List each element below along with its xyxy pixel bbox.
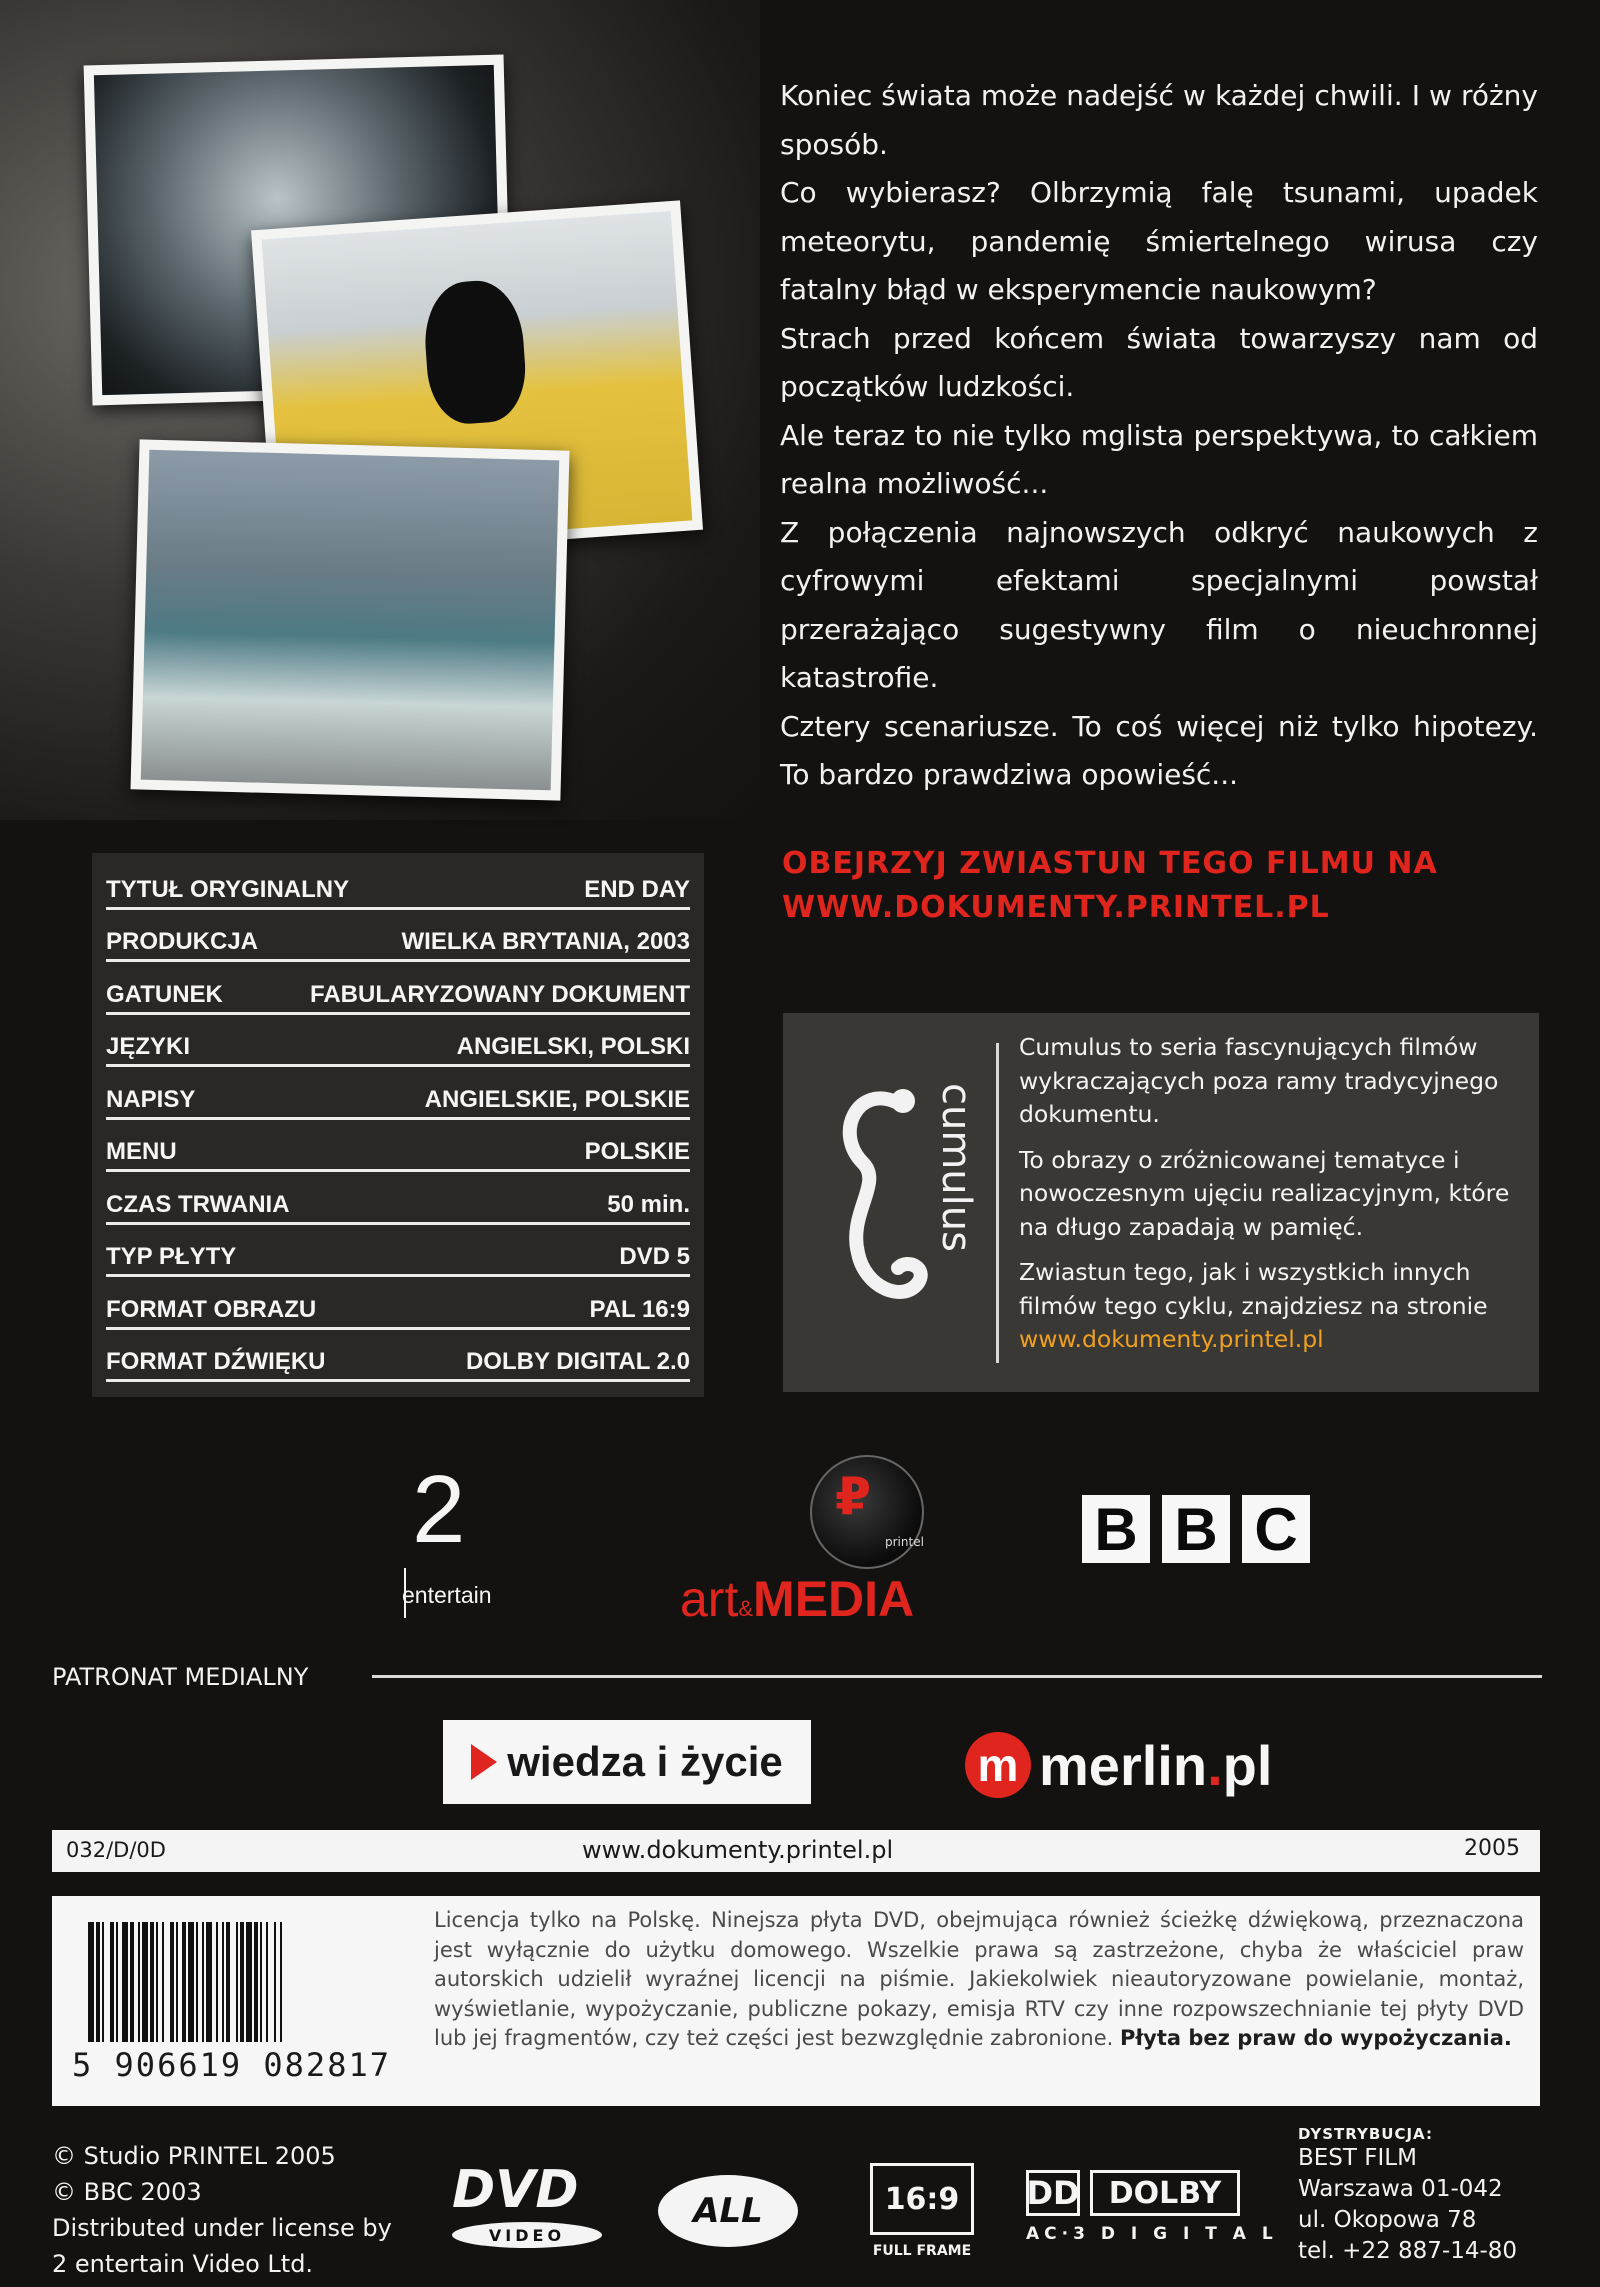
wiedza-i-zycie-logo <box>443 1720 811 1804</box>
info-label: GATUNEK <box>106 980 223 1008</box>
dolby-sub-text: AC·3 D I G I T A L <box>1026 2224 1278 2244</box>
dolby-digital-logo <box>1026 2170 1278 2260</box>
info-value: 50 min. <box>607 1190 690 1218</box>
catalog-year: 2005 <box>1464 1836 1520 1861</box>
bbc-letter: C <box>1242 1495 1310 1563</box>
info-label: MENU <box>106 1138 177 1165</box>
catalog-code: 032/D/0D <box>66 1838 166 1862</box>
distribution-line: tel. +22 887-14-80 <box>1298 2238 1518 2264</box>
printel-glyph-icon: ₽ <box>835 1467 872 1527</box>
info-label: FORMAT OBRAZU <box>106 1295 317 1323</box>
info-value: PAL 16:9 <box>589 1295 690 1323</box>
copyright-line: 2 entertain Video Ltd. <box>52 2250 314 2278</box>
cumulus-paragraph: To obrazy o zróżnicowanej tematyce i nowoczesnym ujęciu realizacyjnym, które na długo zapadają w pamięć. <box>1019 1145 1510 1241</box>
info-label: FORMAT DŹWIĘKU <box>106 1348 326 1375</box>
info-table <box>92 853 704 1397</box>
catalog-url[interactable]: www.dokumenty.printel.pl <box>582 1836 894 1864</box>
2entertain-number: 2 <box>412 1456 466 1563</box>
info-row <box>106 1067 690 1120</box>
dvd-logo-text: DVD <box>452 2160 579 2220</box>
merlin-text: merlin.pl <box>1039 1733 1273 1797</box>
trailer-line: OBEJRZYJ ZWIASTUN TEGO FILMU NA <box>782 846 1438 881</box>
region-all-logo: ALL <box>658 2175 798 2247</box>
distribution-line: Warszawa 01-042 <box>1298 2176 1503 2202</box>
trailer-callout <box>782 842 1542 930</box>
divider <box>372 1675 1542 1678</box>
bbc-letter: B <box>1162 1495 1230 1563</box>
catalog-bar <box>52 1830 1540 1872</box>
license-box <box>52 1896 1540 2106</box>
info-row <box>106 1277 690 1330</box>
description <box>780 72 1538 800</box>
barcode-icon <box>82 1922 442 2042</box>
copyright-line: © BBC 2003 <box>52 2178 202 2206</box>
wiedza-text: wiedza i życie <box>507 1738 783 1785</box>
info-row <box>106 962 690 1015</box>
artmedia-text: art&MEDIA <box>680 1571 915 1627</box>
description-paragraph: Z połączenia najnowszych odkryć naukowych z cyfrowymi efektami specjalnymi powstał przerażająco sugestywny film o nieuchronnej katastrofie. <box>780 515 1538 694</box>
license-text: Licencja tylko na Polskę. Ninejsza płyta DVD, obejmująca również ścieżkę dźwiękową, przeznaczona jest wyłącznie do użytku domowego. Wszelkie prawa są zastrzeżone, chyba że właściciel praw autorskich udzielił wyraźnej licencji na piśmie. Jakiekolwiek nieautoryzowane powielanie, montaż, wyświetlanie, wypożyczanie, publiczne pokazy, emisja RTV czy inne rozpowszechnianie tej płyty DVD lub jej fragmentów, czy też części jest bezwzględnie zabronione. Płyta bez praw do wypożyczania. <box>434 1908 1524 2050</box>
distribution-line: ul. Okopowa 78 <box>1298 2207 1477 2233</box>
license-no-rent: Płyta bez praw do wypożyczania. <box>1120 2026 1512 2050</box>
trailer-url[interactable]: WWW.DOKUMENTY.PRINTEL.PL <box>782 890 1330 925</box>
info-label: PRODUKCJA <box>106 928 259 955</box>
description-paragraph: Koniec świata może nadejść w każdej chwili. I w różny sposób. <box>780 79 1538 161</box>
dvd-video-logo <box>452 2160 622 2265</box>
info-value: ANGIELSKIE, POLSKIE <box>424 1085 690 1113</box>
info-value: FABULARYZOWANY DOKUMENT <box>310 980 690 1008</box>
2entertain-text: entertain <box>402 1582 492 1608</box>
info-label: JĘZYKI <box>106 1033 191 1060</box>
printel-text: printel <box>885 1535 924 1549</box>
info-value: POLSKIE <box>584 1138 690 1165</box>
copyright-line: © Studio PRINTEL 2005 <box>52 2142 336 2170</box>
info-value: DVD 5 <box>619 1243 690 1270</box>
info-value: ANGIELSKI, POLSKI <box>456 1033 690 1060</box>
info-value: DOLBY DIGITAL 2.0 <box>465 1348 690 1375</box>
info-row <box>106 1120 690 1173</box>
cumulus-text <box>1019 1031 1529 1369</box>
dolby-text: DOLBY <box>1090 2170 1240 2216</box>
photo-tsunami <box>130 439 569 800</box>
dvd-video-text: VIDEO <box>452 2222 602 2248</box>
description-paragraph: Strach przed końcem świata towarzyszy nam od początków ludzkości. <box>780 321 1538 403</box>
dolby-dd-icon: DD <box>1026 2170 1080 2216</box>
info-row <box>106 1015 690 1068</box>
info-value: END DAY <box>584 875 690 903</box>
info-row <box>106 1330 690 1383</box>
info-row <box>106 910 690 963</box>
2entertain-logo <box>392 1456 522 1620</box>
info-value: WIELKA BRYTANIA, 2003 <box>401 928 690 955</box>
arrow-icon <box>471 1744 497 1780</box>
cumulus-logo-text: cumulus <box>933 1083 979 1252</box>
merlin-logo <box>965 1720 1272 1810</box>
aspect-ratio-logo: 16:9 <box>870 2163 974 2235</box>
cumulus-box <box>783 1013 1539 1392</box>
distribution-line: BEST FILM <box>1298 2145 1417 2171</box>
cumulus-divider <box>996 1043 999 1363</box>
cumulus-logo <box>803 1043 1003 1363</box>
bbc-letter: B <box>1082 1495 1150 1563</box>
cumulus-p3-text: Zwiastun tego, jak i wszystkich innych filmów tego cyklu, znajdziesz na stronie <box>1019 1258 1488 1320</box>
info-row <box>106 1225 690 1278</box>
info-label: NAPISY <box>106 1085 196 1113</box>
cumulus-paragraph: Cumulus to seria fascynujących filmów wykraczających poza ramy tradycyjnego dokumentu. <box>1019 1033 1499 1128</box>
barcode-number: 5 906619 082817 <box>72 2046 391 2084</box>
patronat-heading: PATRONAT MEDIALNY <box>52 1663 309 1691</box>
info-row <box>106 857 690 910</box>
info-label: TYTUŁ ORYGINALNY <box>106 875 350 903</box>
copyright-block <box>52 2138 392 2282</box>
artmedia-logo <box>680 1455 980 1635</box>
description-paragraph: Ale teraz to nie tylko mglista perspektywa, to całkiem realna możliwość... <box>780 418 1538 500</box>
distribution-heading: DYSTRYBUCJA: <box>1298 2125 1433 2143</box>
description-paragraph: Co wybierasz? Olbrzymią falę tsunami, upadek meteorytu, pandemię śmiertelnego wirusa czy fatalny błąd w eksperymencie naukowym? <box>780 176 1538 306</box>
merlin-m-icon: m <box>965 1732 1031 1798</box>
bbc-logo <box>1082 1495 1310 1563</box>
description-paragraph: Cztery scenariusze. To coś więcej niż tylko hipotezy. To bardzo prawdziwa opowieść... <box>780 709 1538 791</box>
cumulus-link[interactable]: www.dokumenty.printel.pl <box>1019 1325 1324 1353</box>
info-label: CZAS TRWANIA <box>106 1190 290 1218</box>
aspect-ratio-sub: FULL FRAME <box>872 2243 972 2259</box>
info-row <box>106 1172 690 1225</box>
info-label: TYP PŁYTY <box>106 1243 237 1270</box>
distribution-block <box>1298 2125 1517 2267</box>
cumulus-paragraph <box>1019 1256 1529 1357</box>
copyright-line: Distributed under license by <box>52 2214 392 2242</box>
